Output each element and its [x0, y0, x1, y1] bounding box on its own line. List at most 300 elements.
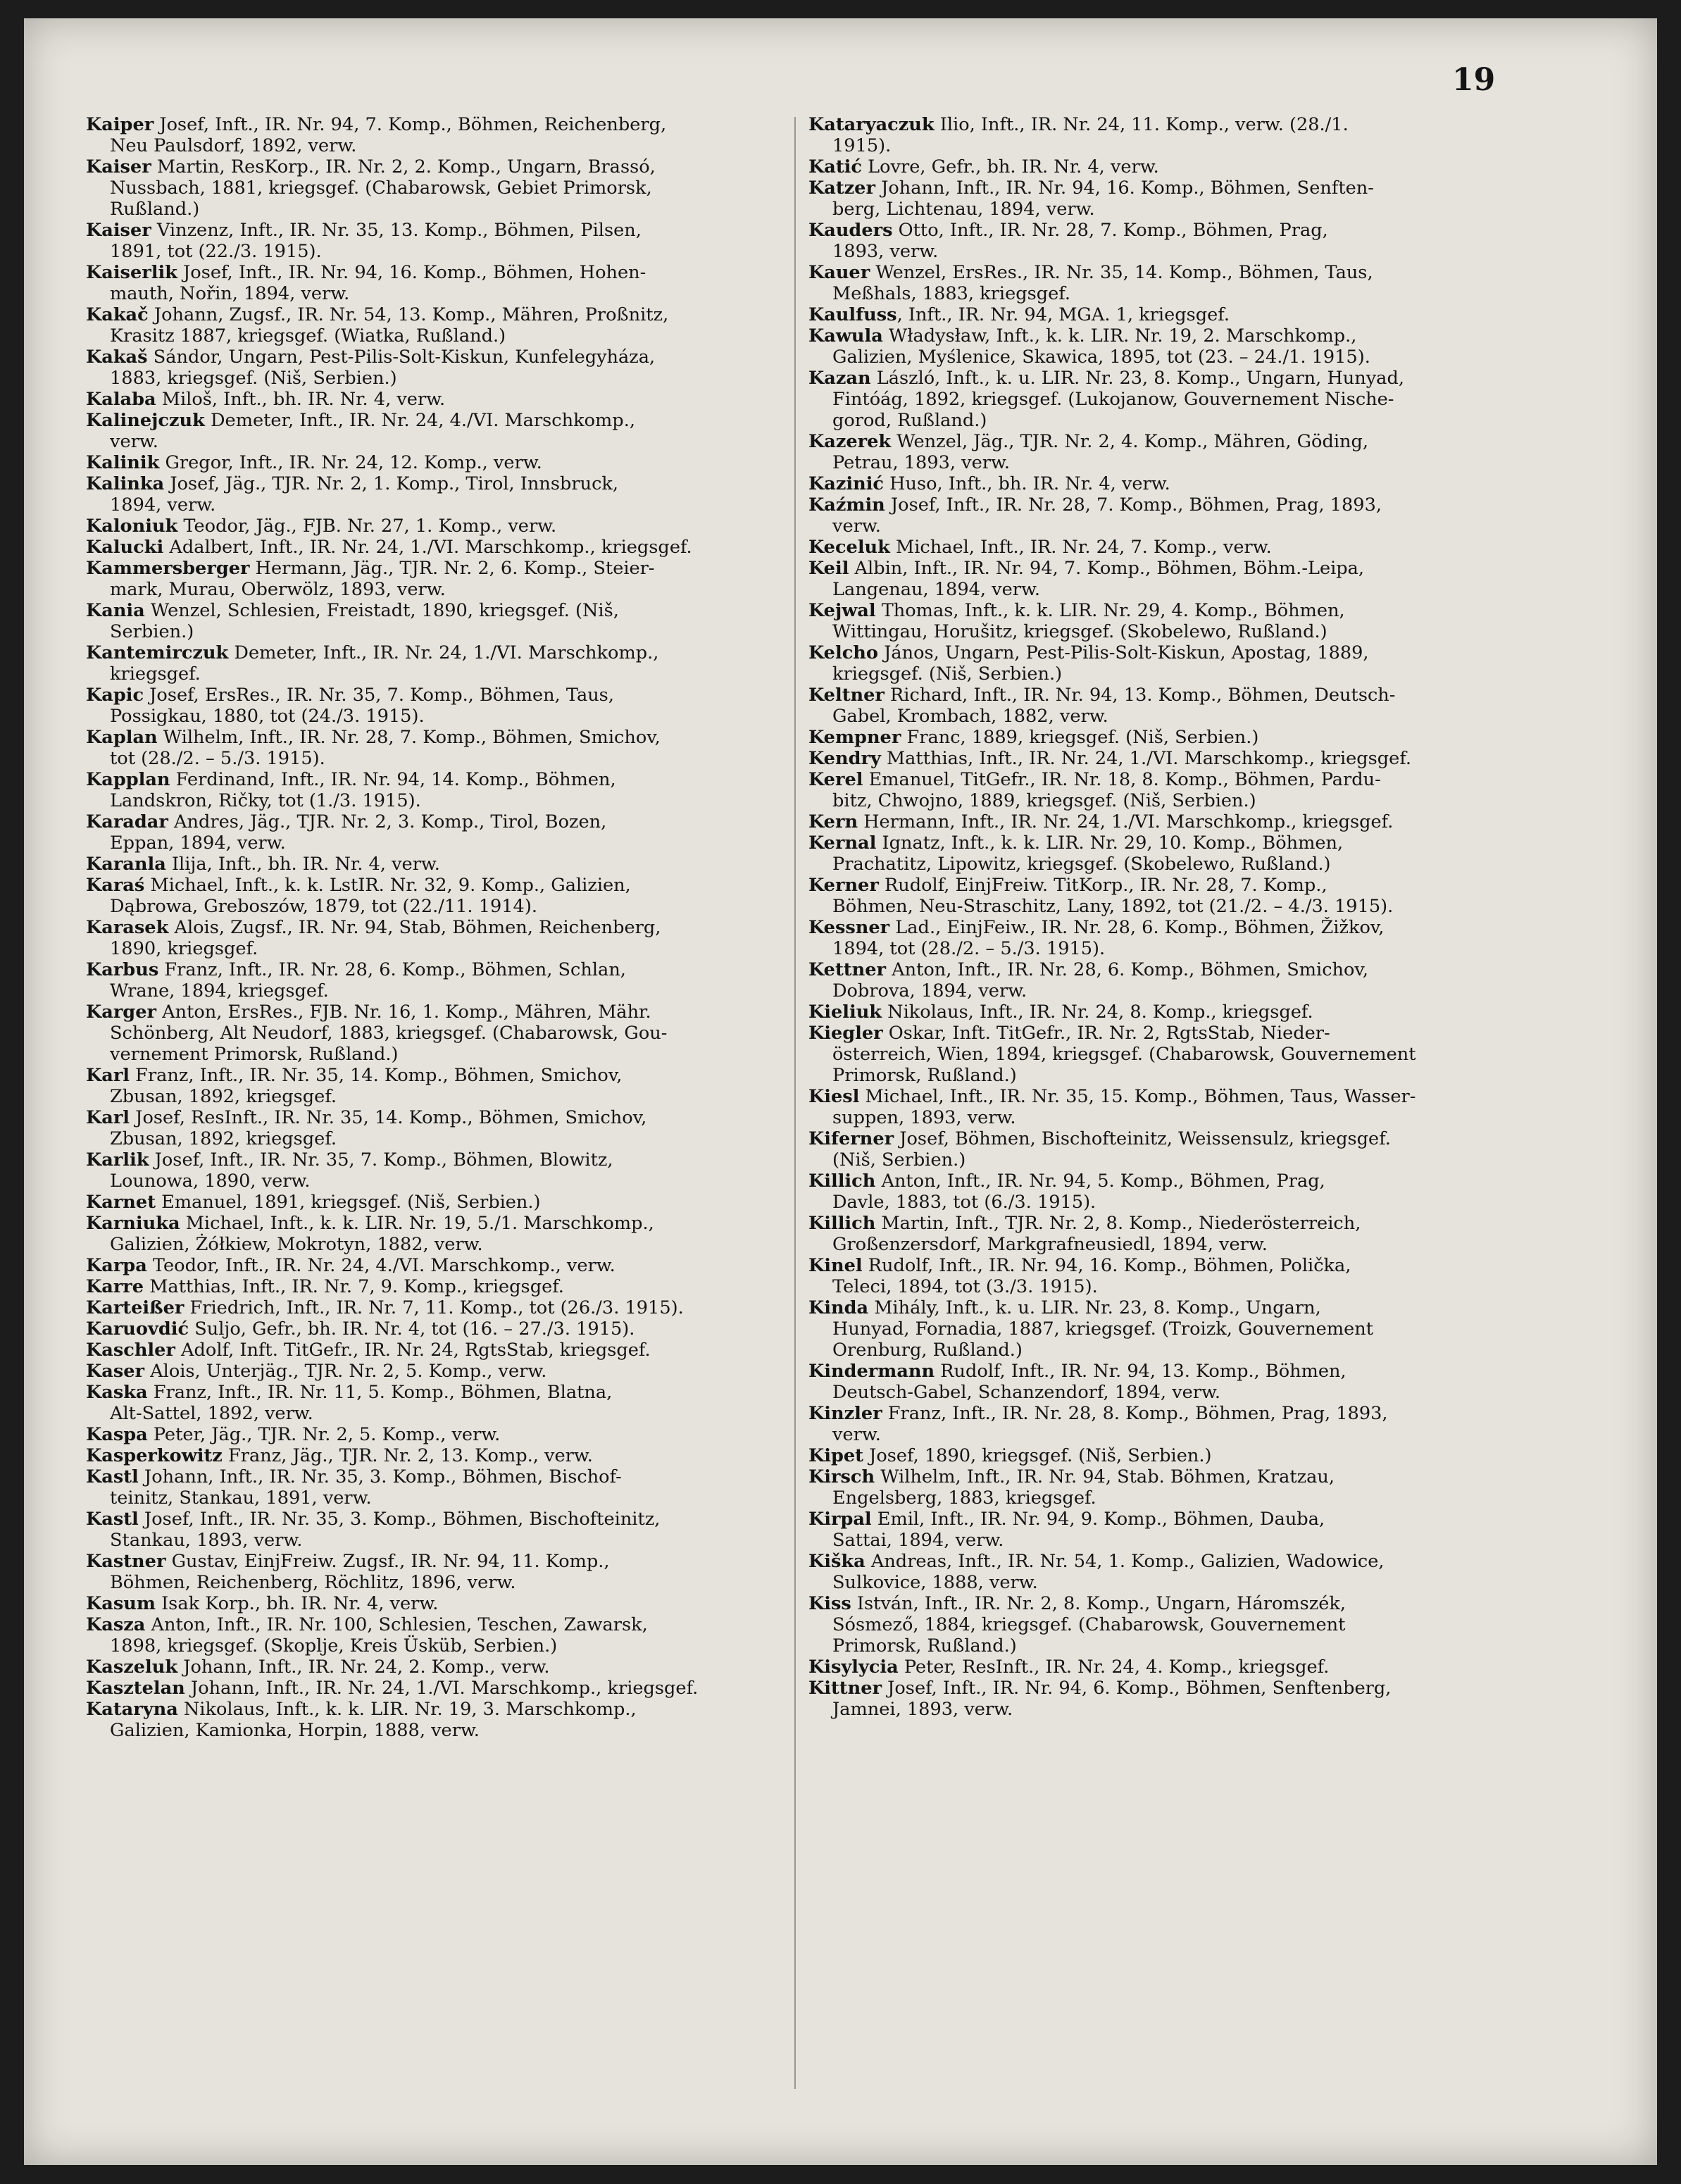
list-item: [808, 1171, 1517, 1213]
list-item: [86, 537, 790, 558]
list-item: [86, 1593, 790, 1614]
list-item: [86, 769, 790, 811]
entry-text: Josef, Böhmen, Bischofteinitz, Weissensulz, kriegsgef.: [894, 1128, 1391, 1149]
list-item: [808, 811, 1517, 832]
entry-text: János, Ungarn, Pest-Pilis-Solt-Kiskun, Apostag, 1889,: [877, 642, 1369, 663]
entry-text: Gregor, Inft., IR. Nr. 24, 12. Komp., verw.: [159, 452, 542, 473]
entry-text: verw.: [832, 516, 881, 537]
entry-text: Anton, Inft., IR. Nr. 94, 5. Komp., Böhmen, Prag,: [875, 1171, 1325, 1192]
entry-text: Zbusan, 1892, kriegsgef.: [110, 1086, 337, 1107]
entry-text: Eppan, 1894, verw.: [110, 832, 286, 854]
list-item: [808, 1255, 1517, 1297]
entry-name: Kejwal: [808, 600, 876, 621]
entry-text: Engelsberg, 1883, kriegsgef.: [832, 1487, 1096, 1509]
entry-text: Josef, 1890, kriegsgef. (Niš, Serbien.): [863, 1445, 1212, 1466]
entry-text: verw.: [832, 1424, 881, 1445]
entry-text: gorod, Rußland.): [832, 410, 987, 431]
entry-text: Josef, ErsRes., IR. Nr. 35, 7. Komp., Böhmen, Taus,: [144, 685, 614, 706]
entry-text: Vinzenz, Inft., IR. Nr. 35, 13. Komp., Böhmen, Pilsen,: [151, 220, 642, 241]
left-column: [86, 114, 790, 1741]
entry-name: Karteißer: [86, 1297, 185, 1318]
entry-text: Michael, Inft., IR. Nr. 24, 7. Komp., verw.: [889, 537, 1272, 558]
entry-text: Wittingau, Horušitz, kriegsgef. (Skobelewo, Rußland.): [832, 621, 1327, 642]
entry-text: Johann, Zugsf., IR. Nr. 54, 13. Komp., Mähren, Proßnitz,: [148, 304, 669, 325]
entry-text: Langenau, 1894, verw.: [832, 579, 1041, 600]
entry-name: Kisylycia: [808, 1656, 899, 1678]
entry-text: Franz, Inft., IR. Nr. 35, 14. Komp., Böhmen, Smichov,: [130, 1065, 623, 1086]
entry-name: Kiegler: [808, 1023, 883, 1044]
entry-name: Kania: [86, 600, 145, 621]
list-item: [86, 1065, 790, 1107]
entry-text: István, Inft., IR. Nr. 2, 8. Komp., Ungarn, Háromszék,: [851, 1593, 1346, 1614]
entry-name: Kittner: [808, 1678, 882, 1699]
list-item: [86, 262, 790, 304]
entry-text: Władysław, Inft., k. k. LIR. Nr. 19, 2. Marschkomp.,: [882, 325, 1357, 347]
list-item: [86, 1466, 790, 1509]
list-item: [808, 748, 1517, 769]
entry-text: Ilio, Inft., IR. Nr. 24, 11. Komp., verw. (28./1.: [934, 114, 1349, 135]
entry-text: Hermann, Inft., IR. Nr. 24, 1./VI. Marschkomp., kriegsgef.: [858, 811, 1394, 832]
entry-text: Suljo, Gefr., bh. IR. Nr. 4, tot (16. – 27./3. 1915).: [189, 1318, 635, 1340]
list-item: [86, 854, 790, 875]
list-item: [808, 1023, 1517, 1086]
list-item: [86, 516, 790, 537]
list-item: [86, 1255, 790, 1276]
entry-text: verw.: [110, 431, 158, 452]
entry-text: Dobrova, 1894, verw.: [832, 980, 1027, 1001]
list-item: [808, 431, 1517, 473]
entry-name: Kaiper: [86, 114, 154, 135]
right-column: [808, 114, 1517, 1720]
entry-name: Keltner: [808, 685, 885, 706]
list-item: [808, 114, 1517, 156]
entry-text: vernement Primorsk, Rußland.): [110, 1044, 399, 1065]
entry-name: Katzer: [808, 177, 875, 199]
entry-text: österreich, Wien, 1894, kriegsgef. (Chabarowsk, Gouvernement: [832, 1044, 1416, 1065]
list-item: [808, 156, 1517, 177]
list-item: [808, 304, 1517, 325]
list-item: [808, 1128, 1517, 1171]
entry-name: Karuovdić: [86, 1318, 189, 1340]
list-item: [86, 1614, 790, 1656]
entry-text: Isak Korp., bh. IR. Nr. 4, verw.: [155, 1593, 439, 1614]
entry-name: Kirsch: [808, 1466, 875, 1487]
entry-text: Serbien.): [110, 621, 194, 642]
entry-text: berg, Lichtenau, 1894, verw.: [832, 199, 1095, 220]
entry-name: Kaschler: [86, 1340, 175, 1361]
entry-text: Rudolf, Inft., IR. Nr. 94, 13. Komp., Böhmen,: [935, 1361, 1346, 1382]
list-item: [808, 600, 1517, 642]
entry-text: Franc, 1889, kriegsgef. (Niš, Serbien.): [901, 727, 1259, 748]
entry-text: Dąbrowa, Greboszów, 1879, tot (22./11. 1914).: [110, 896, 537, 917]
list-item: [86, 1424, 790, 1445]
entry-text: Nussbach, 1881, kriegsgef. (Chabarowsk, Gebiet Primorsk,: [110, 177, 652, 199]
entry-text: Michael, Inft., k. k. LIR. Nr. 19, 5./1. Marschkomp.,: [180, 1213, 654, 1234]
list-item: [86, 959, 790, 1001]
entry-text: Peter, ResInft., IR. Nr. 24, 4. Komp., kriegsgef.: [898, 1656, 1330, 1678]
entry-text: Martin, ResKorp., IR. Nr. 2, 2. Komp., Ungarn, Brassó,: [151, 156, 656, 177]
entry-name: Kasperkowitz: [86, 1445, 223, 1466]
entry-text: Johann, Inft., IR. Nr. 94, 16. Komp., Böhmen, Senften-: [875, 177, 1374, 199]
list-item: [86, 558, 790, 600]
entry-name: Kerner: [808, 875, 879, 896]
entry-name: Kawula: [808, 325, 883, 347]
entry-text: Anton, ErsRes., FJB. Nr. 16, 1. Komp., Mähren, Mähr.: [156, 1001, 651, 1023]
list-item: [808, 875, 1517, 917]
list-item: [808, 769, 1517, 811]
list-item: [86, 1361, 790, 1382]
list-item: [808, 494, 1517, 537]
list-item: [86, 389, 790, 410]
list-item: [86, 1192, 790, 1213]
entry-text: Davle, 1883, tot (6./3. 1915).: [832, 1192, 1096, 1213]
list-item: [86, 1678, 790, 1699]
list-item: [86, 642, 790, 685]
entry-name: Kieliuk: [808, 1001, 882, 1023]
entry-text: Alois, Unterjäg., TJR. Nr. 2, 5. Komp., verw.: [144, 1361, 547, 1382]
list-item: [86, 875, 790, 917]
entry-text: 1915).: [832, 135, 892, 156]
entry-text: Franz, Jäg., TJR. Nr. 2, 13. Komp., verw.: [222, 1445, 593, 1466]
entry-text: Josef, ResInft., IR. Nr. 35, 14. Komp., Böhmen, Smichov,: [130, 1107, 647, 1128]
list-item: [86, 410, 790, 452]
entry-name: Kaiser: [86, 156, 151, 177]
page-number: 19: [1452, 62, 1496, 98]
entry-name: Kataryaczuk: [808, 114, 935, 135]
entry-text: Matthias, Inft., IR. Nr. 7, 9. Komp., kriegsgef.: [144, 1276, 564, 1297]
entry-name: Killich: [808, 1171, 876, 1192]
entry-text: Wenzel, ErsRes., IR. Nr. 35, 14. Komp., Böhmen, Taus,: [870, 262, 1373, 283]
list-item: [808, 1086, 1517, 1128]
entry-name: Karger: [86, 1001, 156, 1023]
list-item: [86, 452, 790, 473]
entry-text: Deutsch-Gabel, Schanzendorf, 1894, verw.: [832, 1382, 1221, 1403]
entry-text: Teleci, 1894, tot (3./3. 1915).: [832, 1276, 1098, 1297]
entry-text: Demeter, Inft., IR. Nr. 24, 4./VI. Marschkomp.,: [204, 410, 635, 431]
entry-text: Matthias, Inft., IR. Nr. 24, 1./VI. Marschkomp., kriegsgef.: [880, 748, 1412, 769]
list-item: [86, 220, 790, 262]
entry-text: Alois, Zugsf., IR. Nr. 94, Stab, Böhmen, Reichenberg,: [168, 917, 661, 938]
entry-text: (Niš, Serbien.): [832, 1149, 966, 1171]
list-item: [808, 558, 1517, 600]
entry-name: Karpa: [86, 1255, 147, 1276]
entry-text: Primorsk, Rußland.): [832, 1065, 1017, 1086]
entry-name: Killich: [808, 1213, 876, 1234]
entry-text: Hunyad, Fornadia, 1887, kriegsgef. (Troizk, Gouvernement: [832, 1318, 1373, 1340]
entry-name: Kindermann: [808, 1361, 935, 1382]
entry-name: Kammersberger: [86, 558, 250, 579]
entry-text: Josef, Inft., IR. Nr. 35, 7. Komp., Böhmen, Blowitz,: [149, 1149, 613, 1171]
list-item: [86, 685, 790, 727]
entry-text: Prachatitz, Lipowitz, kriegsgef. (Skobelewo, Rußland.): [832, 854, 1331, 875]
entry-text: Josef, Jäg., TJR. Nr. 2, 1. Komp., Tirol, Innsbruck,: [164, 473, 619, 494]
entry-name: Kinda: [808, 1297, 869, 1318]
entry-text: Böhmen, Reichenberg, Röchlitz, 1896, verw.: [110, 1572, 516, 1593]
entry-text: Adolf, Inft. TitGefr., IR. Nr. 24, RgtsStab, kriegsgef.: [175, 1340, 651, 1361]
entry-text: Johann, Inft., IR. Nr. 24, 2. Komp., verw.: [177, 1656, 550, 1678]
entry-name: Kinel: [808, 1255, 863, 1276]
entry-text: Franz, Inft., IR. Nr. 11, 5. Komp., Böhmen, Blatna,: [147, 1382, 613, 1403]
column-divider: [794, 117, 796, 2089]
list-item: [808, 1593, 1517, 1656]
entry-text: Emanuel, TitGefr., IR. Nr. 18, 8. Komp., Böhmen, Pardu-: [863, 769, 1381, 790]
entry-text: Gustav, EinjFreiw. Zugsf., IR. Nr. 94, 11. Komp.,: [165, 1551, 610, 1572]
entry-text: Stankau, 1893, verw.: [110, 1530, 303, 1551]
entry-text: 1894, tot (28./2. – 5./3. 1915).: [832, 938, 1106, 959]
entry-text: Lounowa, 1890, verw.: [110, 1171, 311, 1192]
list-item: [808, 325, 1517, 368]
entry-name: Katarynа: [86, 1699, 178, 1720]
entry-text: 1894, verw.: [110, 494, 216, 516]
list-item: [86, 156, 790, 220]
entry-text: Friedrich, Inft., IR. Nr. 7, 11. Komp., tot (26./3. 1915).: [184, 1297, 684, 1318]
list-item: [808, 1656, 1517, 1678]
list-item: [86, 1656, 790, 1678]
entry-name: Kaska: [86, 1382, 148, 1403]
entry-text: Andres, Jäg., TJR. Nr. 2, 3. Komp., Tirol, Bozen,: [168, 811, 607, 832]
entry-text: Johann, Inft., IR. Nr. 35, 3. Komp., Böhmen, Bischof-: [138, 1466, 622, 1487]
entry-text: Richard, Inft., IR. Nr. 94, 13. Komp., Böhmen, Deutsch-: [884, 685, 1396, 706]
entry-name: Kinzler: [808, 1403, 882, 1424]
entry-name: Kaser: [86, 1361, 145, 1382]
list-item: [86, 1297, 790, 1318]
entry-text: suppen, 1893, verw.: [832, 1107, 1016, 1128]
entry-text: Rußland.): [110, 199, 200, 220]
entry-name: Kendry: [808, 748, 881, 769]
entry-name: Keil: [808, 558, 849, 579]
entry-text: Zbusan, 1892, kriegsgef.: [110, 1128, 337, 1149]
entry-name: Kaszeluk: [86, 1656, 178, 1678]
list-item: [808, 177, 1517, 220]
entry-name: Kazinić: [808, 473, 884, 494]
entry-text: Albin, Inft., IR. Nr. 94, 7. Komp., Böhmen, Böhm.-Leipa,: [849, 558, 1365, 579]
entry-text: Sósmező, 1884, kriegsgef. (Chabarowsk, Gouvernement: [832, 1614, 1346, 1635]
entry-text: Rudolf, EinjFreiw. TitKorp., IR. Nr. 28, 7. Komp.,: [878, 875, 1327, 896]
entry-name: Kazerek: [808, 431, 892, 452]
entry-name: Kiška: [808, 1551, 866, 1572]
entry-text: Großenzersdorf, Markgrafneusiedl, 1894, verw.: [832, 1234, 1268, 1255]
list-item: [86, 1318, 790, 1340]
entry-name: Karlik: [86, 1149, 149, 1171]
list-item: [86, 114, 790, 156]
page: [24, 18, 1657, 2165]
entry-text: 1898, kriegsgef. (Skoplje, Kreis Üsküb, Serbien.): [110, 1635, 558, 1656]
list-item: [808, 1213, 1517, 1255]
entry-name: Kaplan: [86, 727, 158, 748]
entry-text: Meßhals, 1883, kriegsgef.: [832, 283, 1071, 304]
entry-name: Kalaba: [86, 389, 156, 410]
entry-text: , Inft., IR. Nr. 94, MGA. 1, kriegsgef.: [896, 304, 1230, 325]
list-item: [808, 685, 1517, 727]
entry-name: Kiss: [808, 1593, 851, 1614]
entry-text: Nikolaus, Inft., IR. Nr. 24, 8. Komp., kriegsgef.: [882, 1001, 1313, 1023]
entry-text: Alt-Sattel, 1892, verw.: [110, 1403, 313, 1424]
entry-text: Ilija, Inft., bh. IR. Nr. 4, verw.: [165, 854, 440, 875]
entry-name: Kastl: [86, 1466, 139, 1487]
entry-text: Josef, Inft., IR. Nr. 94, 16. Komp., Böhmen, Hohen-: [177, 262, 646, 283]
list-item: [808, 1361, 1517, 1403]
list-item: [808, 1678, 1517, 1720]
entry-text: Emil, Inft., IR. Nr. 94, 9. Komp., Böhmen, Dauba,: [871, 1509, 1325, 1530]
entry-text: Galizien, Żółkiew, Mokrotyn, 1882, verw.: [110, 1234, 483, 1255]
entry-name: Karaś: [86, 875, 145, 896]
entry-text: Josef, Inft., IR. Nr. 94, 7. Komp., Böhmen, Reichenberg,: [154, 114, 667, 135]
list-item: [86, 1382, 790, 1424]
list-item: [808, 1509, 1517, 1551]
entry-text: Ignatz, Inft., k. k. LIR. Nr. 29, 10. Komp., Böhmen,: [876, 832, 1344, 854]
list-item: [86, 1149, 790, 1192]
entry-name: Kirpal: [808, 1509, 872, 1530]
entry-text: Galizien, Kamionka, Horpin, 1888, verw.: [110, 1720, 480, 1741]
entry-text: Otto, Inft., IR. Nr. 28, 7. Komp., Böhmen, Prag,: [892, 220, 1328, 241]
entry-name: Kasztelan: [86, 1678, 185, 1699]
entry-name: Kasum: [86, 1593, 156, 1614]
entry-name: Katić: [808, 156, 862, 177]
entry-text: Franz, Inft., IR. Nr. 28, 8. Komp., Böhmen, Prag, 1893,: [882, 1403, 1388, 1424]
entry-name: Kantemirczuk: [86, 642, 229, 663]
entry-text: kriegsgef.: [110, 663, 201, 685]
entry-text: Andreas, Inft., IR. Nr. 54, 1. Komp., Galizien, Wadowice,: [865, 1551, 1385, 1572]
entry-text: Wenzel, Schlesien, Freistadt, 1890, kriegsgef. (Niš,: [144, 600, 619, 621]
list-item: [808, 917, 1517, 959]
entry-name: Kalinik: [86, 452, 160, 473]
entry-text: Petrau, 1893, verw.: [832, 452, 1010, 473]
list-item: [808, 1001, 1517, 1023]
entry-name: Kerel: [808, 769, 863, 790]
entry-name: Kaloniuk: [86, 516, 178, 537]
entry-name: Kaspa: [86, 1424, 148, 1445]
entry-text: tot (28./2. – 5./3. 1915).: [110, 748, 325, 769]
entry-name: Kelcho: [808, 642, 878, 663]
entry-text: Demeter, Inft., IR. Nr. 24, 1./VI. Marschkomp.,: [228, 642, 659, 663]
list-item: [86, 1001, 790, 1065]
entry-text: Oskar, Inft. TitGefr., IR. Nr. 2, RgtsStab, Nieder-: [882, 1023, 1330, 1044]
entry-name: Karadar: [86, 811, 168, 832]
entry-name: Kastner: [86, 1551, 166, 1572]
entry-name: Kipet: [808, 1445, 863, 1466]
entry-text: Teodor, Inft., IR. Nr. 24, 4./VI. Marschkomp., verw.: [146, 1255, 615, 1276]
entry-name: Karl: [86, 1065, 130, 1086]
entry-text: teinitz, Stankau, 1891, verw.: [110, 1487, 372, 1509]
entry-text: Michael, Inft., IR. Nr. 35, 15. Komp., Böhmen, Taus, Wasser-: [859, 1086, 1416, 1107]
entry-text: Possigkau, 1880, tot (24./3. 1915).: [110, 706, 425, 727]
list-item: [86, 917, 790, 959]
entry-text: Wilhelm, Inft., IR. Nr. 28, 7. Komp., Böhmen, Smichov,: [157, 727, 661, 748]
entry-name: Kecеluk: [808, 537, 890, 558]
entry-name: Kapic: [86, 685, 144, 706]
list-item: [808, 959, 1517, 1001]
entry-name: Kiferner: [808, 1128, 894, 1149]
list-item: [86, 1276, 790, 1297]
entry-text: bitz, Chwojno, 1889, kriegsgef. (Niš, Serbien.): [832, 790, 1256, 811]
entry-text: Neu Paulsdorf, 1892, verw.: [110, 135, 357, 156]
entry-text: Nikolaus, Inft., k. k. LIR. Nr. 19, 3. Marschkomp.,: [177, 1699, 637, 1720]
entry-name: Kern: [808, 811, 858, 832]
entry-name: Kakaš: [86, 347, 148, 368]
entry-text: Landskron, Ričky, tot (1./3. 1915).: [110, 790, 421, 811]
entry-text: Josef, Inft., IR. Nr. 28, 7. Komp., Böhmen, Prag, 1893,: [885, 494, 1382, 516]
entry-name: Karnet: [86, 1192, 156, 1213]
entry-text: Mihály, Inft., k. u. LIR. Nr. 23, 8. Komp., Ungarn,: [868, 1297, 1321, 1318]
list-item: [808, 1466, 1517, 1509]
entry-name: Karniuka: [86, 1213, 180, 1234]
entry-name: Karanla: [86, 854, 166, 875]
entry-text: mauth, Nořin, 1894, verw.: [110, 283, 350, 304]
entry-name: Kalinejczuk: [86, 410, 205, 431]
list-item: [86, 1699, 790, 1741]
entry-name: Karre: [86, 1276, 144, 1297]
entry-text: Anton, Inft., IR. Nr. 100, Schlesien, Teschen, Zawarsk,: [145, 1614, 648, 1635]
list-item: [86, 1509, 790, 1551]
entry-text: Sulkovice, 1888, verw.: [832, 1572, 1038, 1593]
entry-text: Rudolf, Inft., IR. Nr. 94, 16. Komp., Böhmen, Polička,: [862, 1255, 1351, 1276]
entry-text: Peter, Jäg., TJR. Nr. 2, 5. Komp., verw.: [147, 1424, 501, 1445]
entry-text: kriegsgef. (Niš, Serbien.): [832, 663, 1063, 685]
entry-text: 1883, kriegsgef. (Niš, Serbien.): [110, 368, 397, 389]
entry-name: Kaulfuss: [808, 304, 897, 325]
list-item: [86, 1445, 790, 1466]
list-item: [86, 1213, 790, 1255]
entry-text: Krasitz 1887, kriegsgef. (Wiatka, Rußland.): [110, 325, 506, 347]
entry-text: 1891, tot (22./3. 1915).: [110, 241, 322, 262]
entry-name: Karasek: [86, 917, 169, 938]
entry-text: Miloš, Inft., bh. IR. Nr. 4, verw.: [156, 389, 446, 410]
entry-text: Thomas, Inft., k. k. LIR. Nr. 29, 4. Komp., Böhmen,: [875, 600, 1345, 621]
entry-name: Kazan: [808, 368, 871, 389]
entry-name: Karl: [86, 1107, 130, 1128]
entry-text: Anton, Inft., IR. Nr. 28, 6. Komp., Böhmen, Smichov,: [886, 959, 1368, 980]
entry-name: Kasza: [86, 1614, 146, 1635]
list-item: [808, 832, 1517, 875]
entry-text: Sattai, 1894, verw.: [832, 1530, 1004, 1551]
entry-name: Kastl: [86, 1509, 139, 1530]
list-item: [86, 304, 790, 347]
list-item: [86, 727, 790, 769]
entry-name: Kaiserlik: [86, 262, 177, 283]
list-item: [86, 600, 790, 642]
entry-text: Wilhelm, Inft., IR. Nr. 94, Stab. Böhmen, Kratzau,: [875, 1466, 1335, 1487]
list-item: [808, 1297, 1517, 1361]
list-item: [808, 642, 1517, 685]
list-item: [808, 368, 1517, 431]
list-item: [808, 262, 1517, 304]
entry-text: Teodor, Jäg., FJB. Nr. 27, 1. Komp., verw.: [177, 516, 557, 537]
list-item: [808, 1403, 1517, 1445]
entry-text: Johann, Inft., IR. Nr. 24, 1./VI. Marschkomp., kriegsgef.: [185, 1678, 699, 1699]
entry-text: Galizien, Myślenice, Skawica, 1895, tot (23. – 24./1. 1915).: [832, 347, 1370, 368]
entry-name: Kernal: [808, 832, 877, 854]
entry-text: Michael, Inft., k. k. LstIR. Nr. 32, 9. Komp., Galizien,: [144, 875, 631, 896]
entry-text: Gabel, Krombach, 1882, verw.: [832, 706, 1108, 727]
entry-name: Kakač: [86, 304, 149, 325]
entry-name: Kauders: [808, 220, 893, 241]
list-item: [86, 811, 790, 854]
entry-text: Primorsk, Rußland.): [832, 1635, 1017, 1656]
entry-name: Kaźmin: [808, 494, 885, 516]
list-item: [808, 727, 1517, 748]
entry-text: Emanuel, 1891, kriegsgef. (Niš, Serbien.): [156, 1192, 541, 1213]
entry-name: Kalucki: [86, 537, 164, 558]
entry-text: Josef, Inft., IR. Nr. 94, 6. Komp., Böhmen, Senftenberg,: [882, 1678, 1392, 1699]
list-item: [86, 473, 790, 516]
entry-name: Karbus: [86, 959, 159, 980]
entry-text: Franz, Inft., IR. Nr. 28, 6. Komp., Böhmen, Schlan,: [158, 959, 626, 980]
entry-text: Lovre, Gefr., bh. IR. Nr. 4, verw.: [861, 156, 1159, 177]
entry-text: Hermann, Jäg., TJR. Nr. 2, 6. Komp., Steier-: [249, 558, 655, 579]
list-item: [86, 347, 790, 389]
entry-text: mark, Murau, Oberwölz, 1893, verw.: [110, 579, 446, 600]
list-item: [86, 1551, 790, 1593]
